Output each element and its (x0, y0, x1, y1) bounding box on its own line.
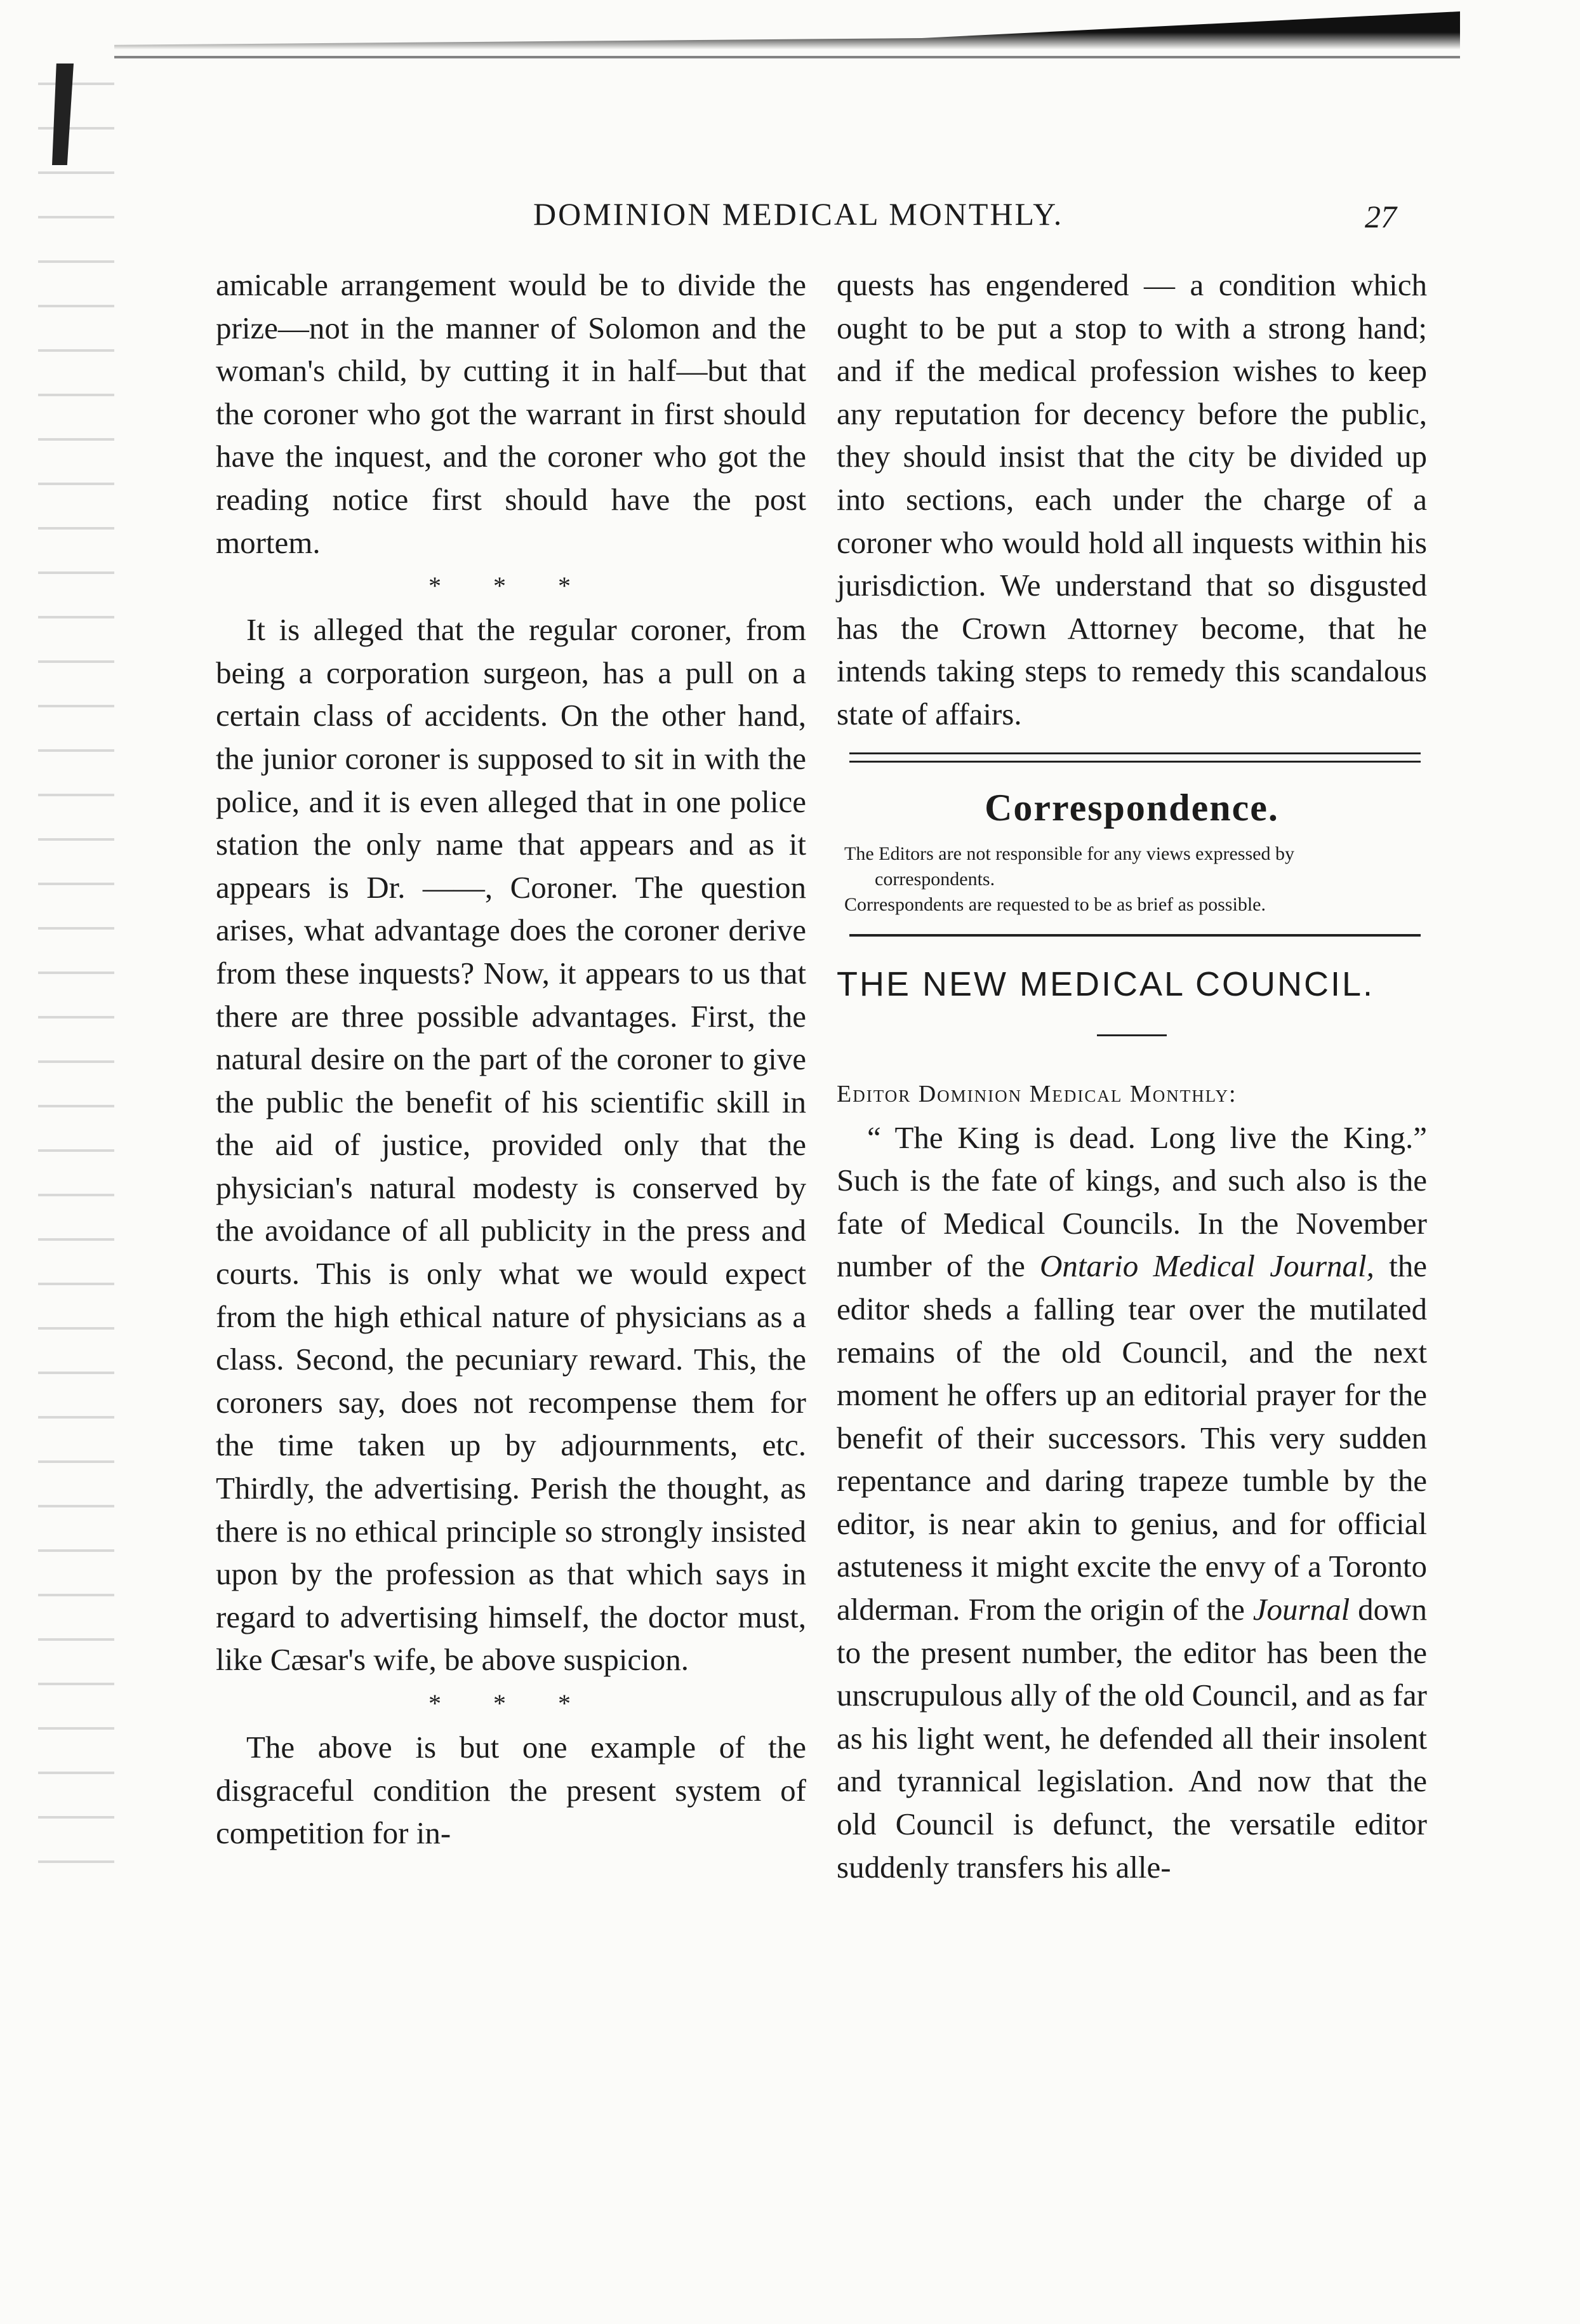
top-scan-edge (114, 11, 1460, 50)
letter-text: “ The King is dead. Long live the King.” Such is the fate of kings, and such also is the fate of Medical Councils. In the November number of the (837, 1119, 1427, 1284)
journal-reference: Ontario Medical Journal, (1040, 1248, 1374, 1284)
letter-text: down to the present number, the editor has been the unscrupulous ally of the old Council, and as far as his light went, he defended all their insolent and tyrannical legislation. And now that the old Council is defunct, the versatile editor suddenly transfers his alle- (837, 1592, 1427, 1885)
rule-divider (849, 934, 1421, 937)
short-rule (1097, 1034, 1167, 1036)
section-separator: * * * (428, 1689, 594, 1718)
letter-text: the editor sheds a falling tear over the mutilated remains of the old Council, and the next moment he offers up an editorial prayer for the benefit of their successors. This very sudden repentance and daring trapeze tumble by the editor, is near akin to genius, and for official astuteness it might excite the envy of a Toronto alderman. From the origin of the (837, 1248, 1427, 1627)
section-heading: Correspondence. (985, 786, 1279, 829)
journal-reference: Journal (1252, 1592, 1350, 1627)
left-column (216, 264, 806, 1855)
section-separator: * * * (428, 571, 594, 601)
disclaimer-line: correspondents. (875, 868, 995, 890)
letter-body (837, 1116, 1427, 1889)
editorial-disclaimer (844, 841, 1427, 918)
disclaimer-line: The Editors are not responsible for any views expressed by (844, 843, 1294, 864)
disclaimer-line: Correspondents are requested to be as brief as possible. (844, 893, 1266, 915)
page-binding-edge (38, 63, 114, 1905)
right-column (837, 264, 1427, 1888)
top-rule (114, 56, 1460, 58)
page-number: 27 (1365, 199, 1397, 234)
page-header (0, 196, 1580, 234)
paragraph: The above is but one example of the disgraceful condition the present system of competition for in- (216, 1730, 806, 1851)
running-title: DOMINION MEDICAL MONTHLY. (533, 196, 1064, 232)
article-title: THE NEW MEDICAL COUNCIL. (837, 965, 1375, 1003)
paragraph: amicable arrangement would be to divide the prize—not in the manner of Solomon and the woman's child, by cutting it in half—but that the coroner who got the warrant in first should have the inquest, and the coroner who got the reading notice first should have the post mortem. (216, 267, 806, 560)
paragraph: It is alleged that the regular coroner, from being a corporation surgeon, has a pull on a certain class of accidents. On the other hand, the junior coroner is supposed to sit in with the police, and it is even alleged that in one police station the only name that appears and as it appears is Dr. ——, Coroner. The question arises, what advantage does the coroner derive from these inquests? Now, it appears to us that there are three possible advantages. First, the natural desire on the part of the coroner to give the public the benefit of his scientific skill in the aid of justice, provided only that the physician's natural modesty is conserved by the avoidance of all publicity in the press and courts. This is only what we would expect from the high ethical nature of physicians as a class. Second, the pecuniary reward. This, the coroners say, does not recompense them for the time taken up by adjournments, etc. Thirdly, the advertising. Perish the thought, as there is no ethical principle so strongly insisted upon by the profession as that which says in regard to advertising himself, the doctor must, like Cæsar's wife, be above suspicion. (216, 612, 806, 1678)
paragraph: quests has engendered — a condition which ought to be put a stop to with a strong hand; and if the medical profession wishes to keep any reputation for decency before the public, they should insist that the city be divided up into sections, each under the charge of a coroner who would hold all inquests within his jurisdiction. We understand that so disgusted has the Crown Attorney become, that he intends taking steps to remedy this scandalous state of affairs. (837, 267, 1427, 731)
double-rule-divider (849, 752, 1421, 763)
letter-salutation: Editor Dominion Medical Monthly: (837, 1080, 1237, 1107)
